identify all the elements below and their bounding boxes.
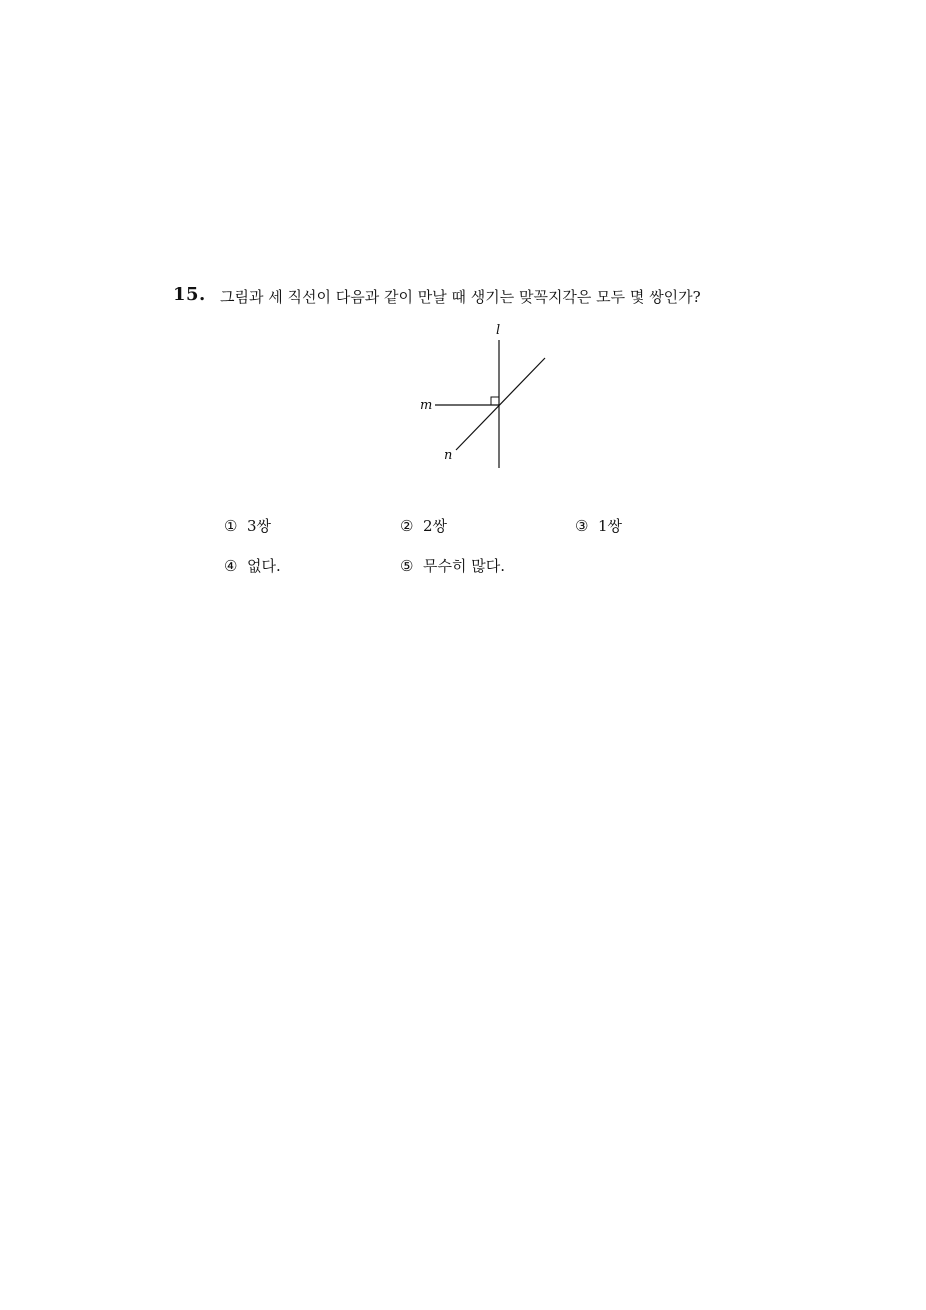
right-angle-mark — [491, 397, 499, 405]
choice-3[interactable] — [575, 515, 622, 536]
choice-1[interactable] — [224, 515, 271, 536]
choice-5[interactable] — [400, 555, 505, 576]
choice-2[interactable] — [400, 515, 447, 536]
choice-number: ④ — [224, 557, 238, 575]
choice-text: 1쌍 — [598, 517, 623, 535]
line-n — [456, 358, 545, 450]
label-m: m — [420, 398, 433, 413]
choice-text: 2쌍 — [423, 517, 448, 535]
choice-number: ① — [224, 517, 238, 535]
question-number: 15. — [173, 284, 206, 305]
choice-number: ③ — [575, 517, 589, 535]
answer-choices — [224, 515, 744, 585]
label-l: l — [496, 323, 501, 338]
label-n: n — [444, 448, 453, 463]
geometry-figure — [410, 318, 560, 478]
choice-text: 3쌍 — [247, 517, 272, 535]
choice-4[interactable] — [224, 555, 281, 576]
choice-text: 없다. — [247, 557, 281, 575]
choice-text: 무수히 많다. — [423, 557, 505, 575]
choice-number: ⑤ — [400, 557, 414, 575]
choice-number: ② — [400, 517, 414, 535]
question-text: 그림과 세 직선이 다음과 같이 만날 때 생기는 맞꼭지각은 모두 몇 쌍인가? — [220, 288, 701, 306]
